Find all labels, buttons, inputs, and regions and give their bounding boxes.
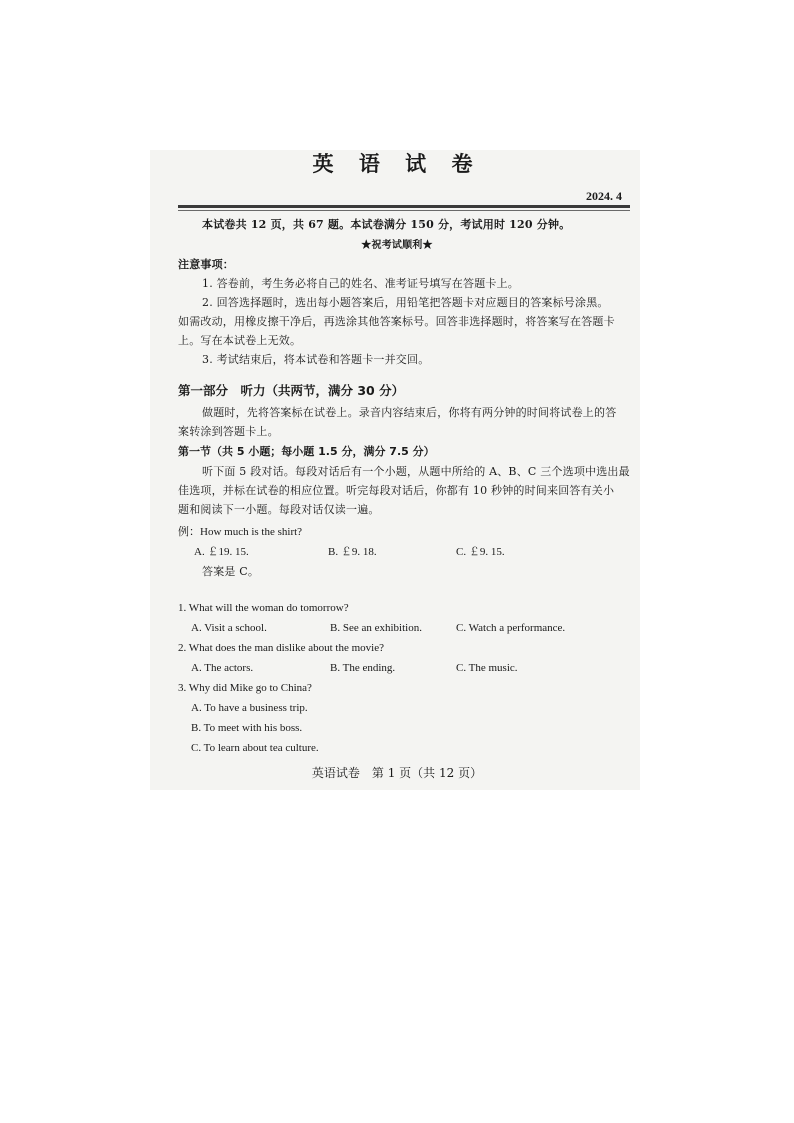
question-2: 2. What does the man dislike about the movie? (178, 642, 384, 654)
example-option-c: C. ￡9. 15. (456, 546, 505, 558)
notice-item: 1. 答卷前，考生务必将自己的姓名、准考证号填写在答题卡上。 (202, 277, 519, 290)
example-option-b: B. ￡9. 18. (328, 546, 377, 558)
question-1: 1. What will the woman do tomorrow? (178, 602, 349, 614)
question-2-option-c: C. The music. (456, 662, 518, 674)
part1-intro-line: 案转涂到答题卡上。 (178, 425, 279, 438)
exam-intro: 本试卷共 12 页，共 67 题。本试卷满分 150 分，考试用时 120 分钟。 (202, 218, 571, 231)
question-1-option-a: A. Visit a school. (191, 622, 267, 634)
section1-title: 第一节（共 5 小题；每小题 1.5 分，满分 7.5 分） (178, 445, 435, 458)
question-2-option-b: B. The ending. (330, 662, 396, 674)
question-1-option-c: C. Watch a performance. (456, 622, 566, 634)
page-footer: 英语试卷 第 1 页（共 12 页） (311, 766, 483, 780)
notice-item: 如需改动，用橡皮擦干净后，再选涂其他答案标号。回答非选择题时，将答案写在答题卡 (178, 315, 615, 328)
question-3-option-c: C. To learn about tea culture. (191, 742, 319, 754)
notice-item: 上。写在本试卷上无效。 (178, 334, 302, 347)
header-rule-thin (178, 210, 630, 211)
exam-date: 2024. 4 (586, 189, 622, 203)
question-2-option-a: A. The actors. (191, 662, 254, 674)
example-answer: 答案是 C。 (202, 565, 260, 578)
question-3: 3. Why did Mike go to China? (178, 682, 312, 694)
blessing: ★祝考试顺利★ (361, 240, 433, 251)
part1-title: 第一部分 听力（共两节，满分 30 分） (178, 383, 405, 398)
notice-heading: 注意事项： (178, 258, 234, 271)
section1-instruction: 佳选项，并标在试卷的相应位置。听完每段对话后，你都有 10 秒钟的时间来回答有关小 (178, 484, 615, 497)
notice-item: 3. 考试结束后，将本试卷和答题卡一并交回。 (202, 353, 430, 366)
example-question: 例：How much is the shirt? (178, 526, 303, 538)
question-3-option-b: B. To meet with his boss. (191, 722, 303, 734)
question-3-option-a: A. To have a business trip. (191, 702, 308, 714)
exam-title: 英 语 试 卷 (312, 151, 482, 176)
header-rule-thick (178, 205, 630, 208)
example-option-a: A. ￡19. 15. (194, 546, 249, 558)
part1-intro-line: 做题时，先将答案标在试卷上。录音内容结束后，你将有两分钟的时间将试卷上的答 (202, 406, 617, 419)
question-1-option-b: B. See an exhibition. (330, 622, 422, 634)
section1-instruction: 听下面 5 段对话。每段对话后有一个小题，从题中所给的 A、B、C 三个选项中选出最 (202, 465, 630, 478)
notice-item: 2. 回答选择题时，选出每小题答案后，用铅笔把答题卡对应题目的答案标号涂黑。 (202, 296, 609, 309)
section1-instruction: 题和阅读下一小题。每段对话仅读一遍。 (178, 503, 380, 516)
